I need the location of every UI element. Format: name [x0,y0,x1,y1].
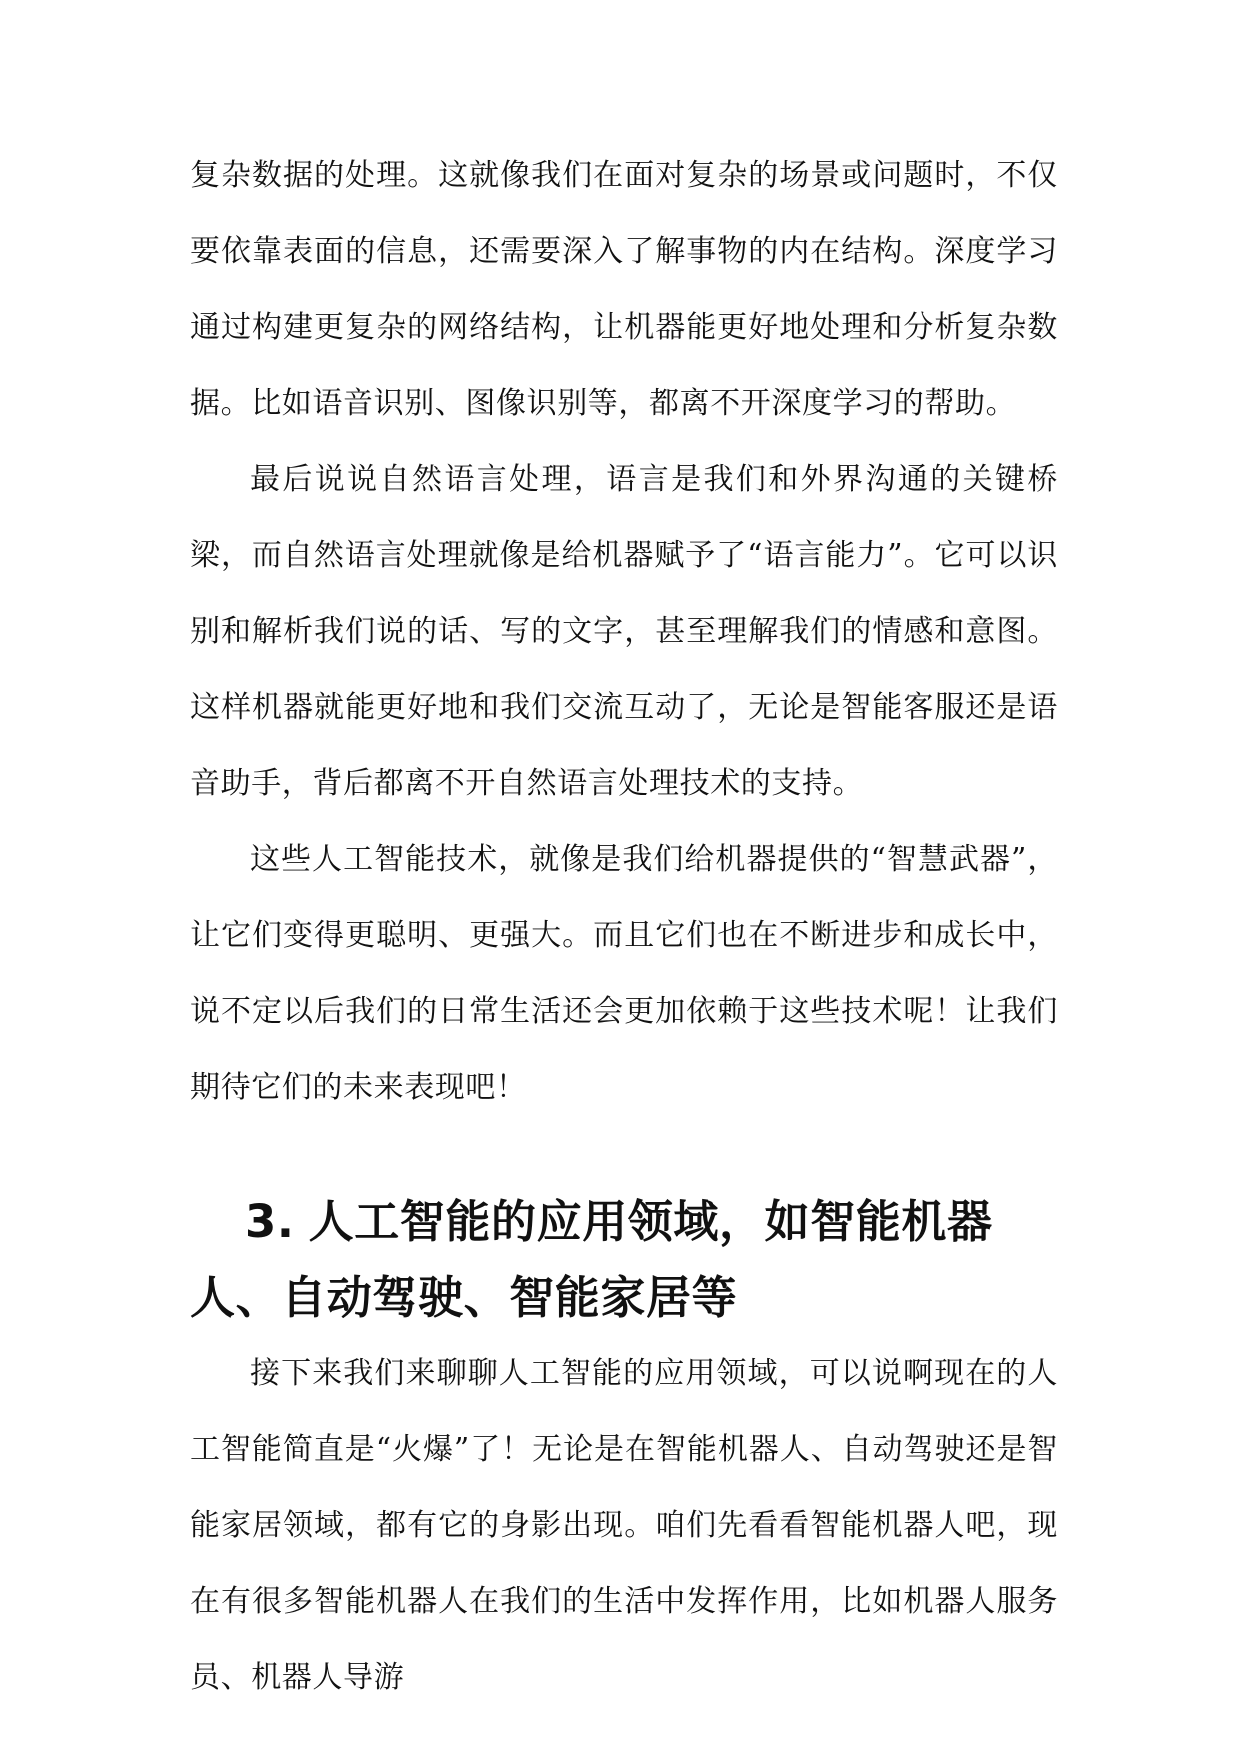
section-title: 人工智能的应用领域，如智能机器人、自动驾驶、智能家居等 [190,1195,993,1324]
paragraph-deep-learning: 复杂数据的处理。这就像我们在面对复杂的场景或问题时，不仅要依靠表面的信息，还需要深入了解事物的内在结构。深度学习通过构建更复杂的网络结构，让机器能更好地处理和分析复杂数据。比如语音识别、图像识别等，都离不开深度学习的帮助。 [190,158,1058,421]
section-heading [190,1184,1058,1336]
document-body [190,138,1058,1716]
paragraph-ai-tech-summary: 这些人工智能技术，就像是我们给机器提供的“智慧武器”，让它们变得更聪明、更强大。而且它们也在不断进步和成长中，说不定以后我们的日常生活还会更加依赖于这些技术呢！让我们期待它们的未来表现吧！ [190,842,1058,1105]
section-number: 3. [245,1195,295,1248]
paragraph-nlp: 最后说说自然语言处理，语言是我们和外界沟通的关键桥梁，而自然语言处理就像是给机器赋予了“语言能力”。它可以识别和解析我们说的话、写的文字，甚至理解我们的情感和意图。这样机器就能更好地和我们交流互动了，无论是智能客服还是语音助手，背后都离不开自然语言处理技术的支持。 [190,462,1058,801]
paragraph-applications: 接下来我们来聊聊人工智能的应用领域，可以说啊现在的人工智能简直是“火爆”了！无论是在智能机器人、自动驾驶还是智能家居领域，都有它的身影出现。咱们先看看智能机器人吧，现在有很多智能机器人在我们的生活中发挥作用，比如机器人服务员、机器人导游 [190,1356,1058,1695]
